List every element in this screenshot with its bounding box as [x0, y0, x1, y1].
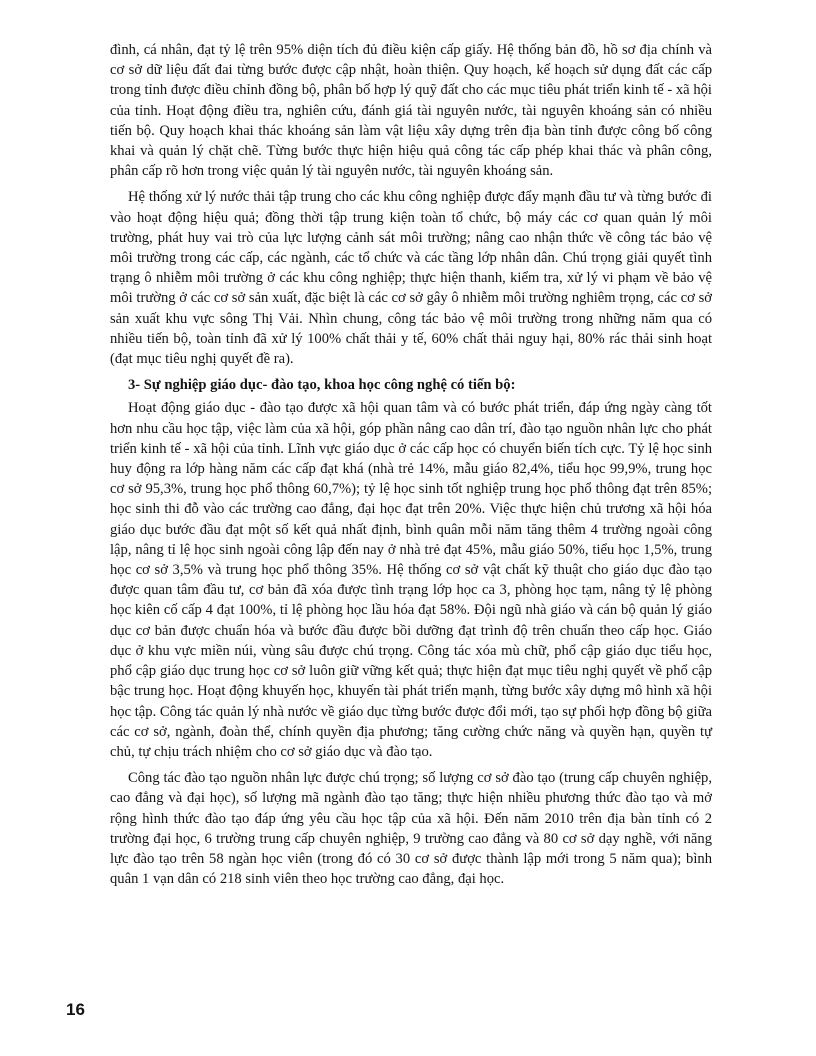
paragraph-training: Công tác đào tạo nguồn nhân lực được chú trọng; số lượng cơ sở đào tạo (trung cấp chuyên nghiệp, cao đẳng và đại học), số lượng mã ngành đào tạo tăng; thực hiện nhiều phương thức đào tạo và mở rộng hình thức đào tạo đáp ứng yêu cầu học tập của xã hội. Đến năm 2010 trên địa bàn tỉnh có 2 trường đại học, 6 trường trung cấp chuyên nghiệp, 9 trường cao đẳng và 80 cơ sở dạy nghề, với năng lực đào tạo trên 58 ngàn học viên (trong đó có 30 cơ sở được thành lập mới trong 5 năm qua); bình quân 1 vạn dân có 218 sinh viên theo học trường cao đẳng, đại học.: [110, 770, 712, 888]
paragraph-environment: Hệ thống xử lý nước thải tập trung cho các khu công nghiệp được đẩy mạnh đầu tư và từng bước đi vào hoạt động hiệu quả; đồng thời tập trung kiện toàn tổ chức, bộ máy các cơ quan quản lý môi trường, phát huy vai trò của lực lượng cảnh sát môi trường; nâng cao nhận thức về công tác bảo vệ môi trường trong các cấp, các ngành, các tổ chức và các tầng lớp nhân dân. Chú trọng giải quyết tình trạng ô nhiễm môi trường ở các khu công nghiệp; thực hiện thanh, kiểm tra, xử lý vi phạm về bảo vệ môi trường ở các cơ sở sản xuất, đặc biệt là các cơ sở gây ô nhiễm môi trường nghiêm trọng, các cơ sở sản xuất khu vực sông Thị Vải. Nhìn chung, công tác bảo vệ môi trường trong những năm qua có nhiều tiến bộ, toàn tỉnh đã xử lý 100% chất thải y tế, 60% chất thải nguy hại, 80% rác thải sinh hoạt (đạt mục tiêu nghị quyết đề ra).: [110, 189, 712, 368]
paragraph-education: Hoạt động giáo dục - đào tạo được xã hội quan tâm và có bước phát triển, đáp ứng ngày càng tốt hơn nhu cầu học tập, việc làm của xã hội, góp phần nâng cao dân trí, đào tạo nguồn nhân lực cho phát triển kinh tế - xã hội của tỉnh. Lĩnh vực giáo dục ở các cấp học có chuyển biến tích cực. Tỷ lệ học sinh huy động ra lớp hàng năm các cấp đạt khá (nhà trẻ 14%, mẫu giáo 82,4%, tiểu học 99,9%, trung học cơ sở 95,3%, trung học phổ thông 60,7%); tỷ lệ học sinh tốt nghiệp trung học phổ thông đạt trên 85%; học sinh thi đỗ vào các trường cao đẳng, đại học đạt trên 20%. Việc thực hiện chủ trương xã hội hóa giáo dục bước đầu đạt một số kết quả nhất định, bình quân mỗi năm tăng thêm 4 trường ngoài công lập, nâng tỉ lệ học sinh ngoài công lập đến nay ở nhà trẻ đạt 45%, mẫu giáo 50%, tiểu học 1,5%, trung học cơ sở 3,5% và trung học phổ thông 35%. Hệ thống cơ sở vật chất kỹ thuật cho giáo dục đào tạo được quan tâm đầu tư, cơ bản đã xóa được tình trạng lớp học ca 3, phòng học tạm, nâng tỷ lệ phòng học kiên cố cấp 4 đạt 100%, tỉ lệ phòng học lầu hóa đạt 58%. Đội ngũ nhà giáo và cán bộ quản lý giáo dục cơ bản được chuẩn hóa và bước đầu được bồi dưỡng đạt trình độ trên chuẩn theo cấp học. Giáo dục ở khu vực miền núi, vùng sâu được chú trọng. Công tác xóa mù chữ, phổ cập giáo dục tiểu học, phổ cập giáo dục trung học cơ sở luôn giữ vững kết quả; thực hiện đạt mục tiêu nghị quyết về phổ cập bậc trung học. Hoạt động khuyến học, khuyến tài phát triển mạnh, từng bước xây dựng mô hình xã hội học tập. Công tác quản lý nhà nước về giáo dục từng bước được đổi mới, tạo sự phối hợp đồng bộ giữa các cơ sở, ngành, đoàn thể, chính quyền địa phương; tăng cường chức năng và quyền hạn, quyền tự chủ, tự chịu trách nhiệm cho cơ sở giáo dục và đào tạo.: [110, 400, 712, 760]
page-number: 16: [66, 1000, 85, 1019]
section-heading-education: 3- Sự nghiệp giáo dục- đào tạo, khoa học công nghệ có tiến bộ:: [128, 377, 516, 394]
paragraph-land-resources: đình, cá nhân, đạt tỷ lệ trên 95% diện tích đủ điều kiện cấp giấy. Hệ thống bản đồ, hồ sơ địa chính và cơ sở dữ liệu đất đai từng bước được cập nhật, hoàn thiện. Quy hoạch, kế hoạch sử dụng đất các cấp trong tỉnh được điều chỉnh đồng bộ, phân bố hợp lý quỹ đất cho các mục tiêu phát triển kinh tế - xã hội của tỉnh. Hoạt động điều tra, nghiên cứu, đánh giá tài nguyên nước, tài nguyên khoáng sản có nhiều tiến bộ. Quy hoạch khai thác khoáng sản làm vật liệu xây dựng trên địa bàn tỉnh được công bố công khai và quản lý chặt chẽ. Từng bước thực hiện hiệu quả công tác cấp phép khai thác và phân công, phân cấp rõ hơn trong việc quản lý tài nguyên nước, tài nguyên khoáng sản.: [110, 42, 712, 180]
page-body: [110, 40, 712, 895]
